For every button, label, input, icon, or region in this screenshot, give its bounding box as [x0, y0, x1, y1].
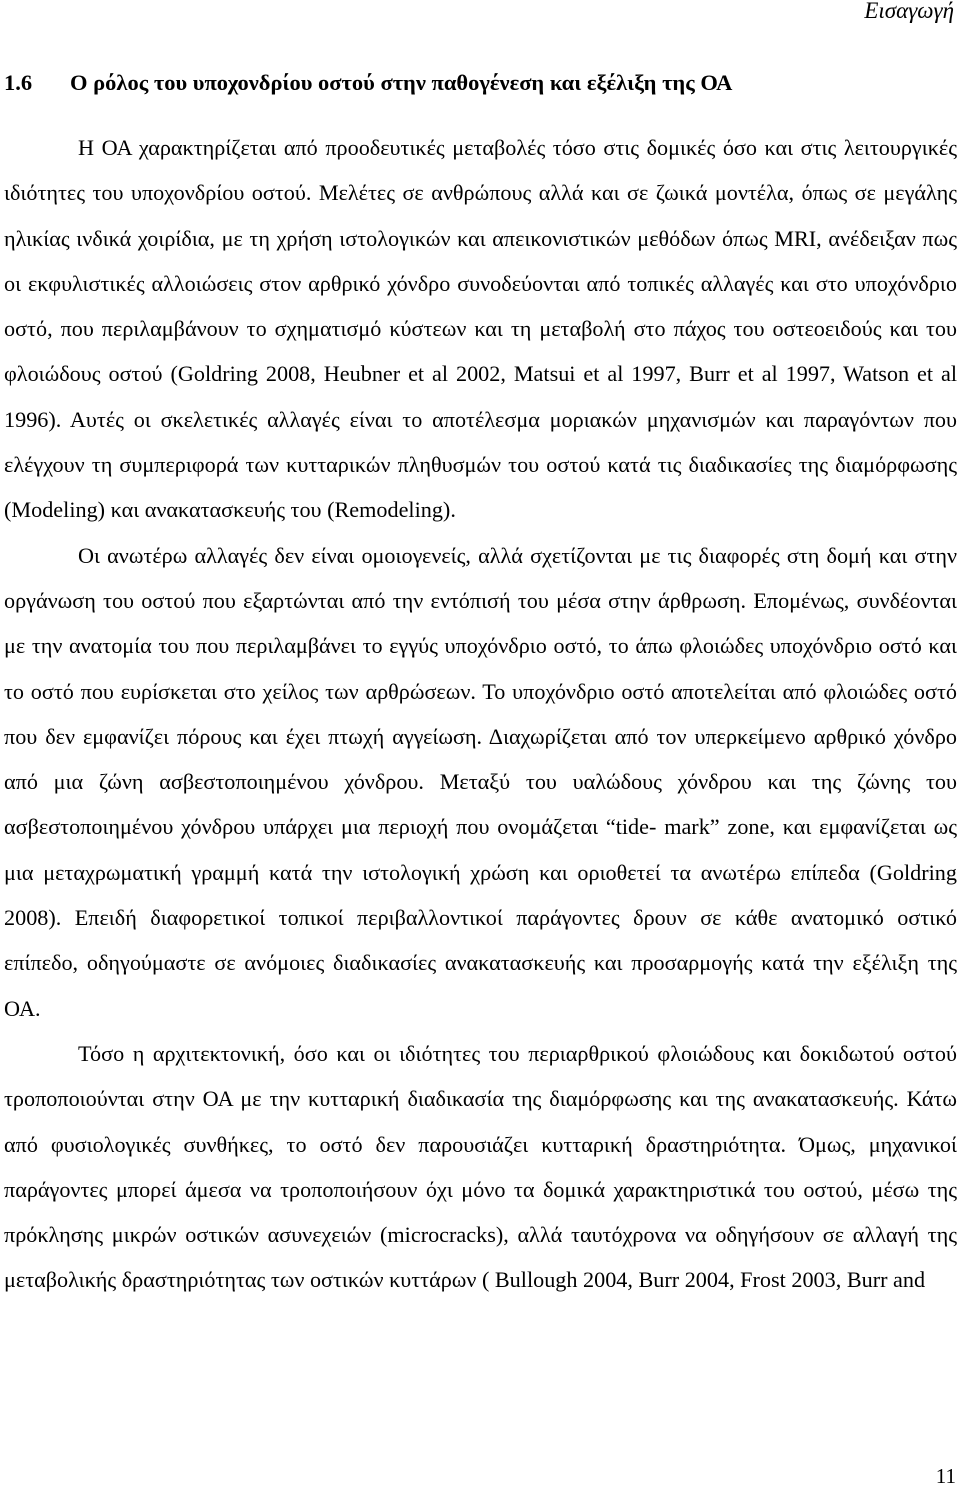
- running-header-chapter: Εισαγωγή: [864, 0, 954, 23]
- section-number: 1.6: [4, 70, 33, 95]
- paragraph: Τόσο η αρχιτεκτονική, όσο και οι ιδιότητες του περιαρθρικού φλοιώδους και δοκιδωτού οστού τροποποιούνται στην ΟΑ με την κυτταρική διαδικασία της διαμόρφωσης και της ανακατασκευής. Κάτω από φυσιολογικές συνθήκες, το οστό δεν παρουσιάζει κυτταρική δραστηριότητα. Όμως, μηχανικοί παράγοντες μπορεί άμεσα να τροποποιήσουν όχι μόνο τα δομικά χαρακτηριστικά του οστού, μέσω της πρόκλησης μικρών οστικών ασυνεχειών (microcracks), αλλά ταυτόχρονα να οδηγήσουν σε αλλαγή της μεταβολικής δραστηριότητας των οστικών κυττάρων ( Bullough 2004, Burr 2004, Frost 2003, Burr and: [4, 1040, 957, 1293]
- page-number: 11: [935, 1464, 956, 1488]
- paragraph: Η ΟΑ χαρακτηρίζεται από προοδευτικές μεταβολές τόσο στις δομικές όσο και στις λειτουργικές ιδιότητες του υποχονδρίου οστού. Μελέτες σε ανθρώπους αλλά και σε ζωικά μοντέλα, όπως σε μεγάλης ηλικίας ινδικά χοιρίδια, με τη χρήση ιστολογικών και απεικονιστικών μεθόδων όπως MRI, ανέδειξαν πως οι εκφυλιστικές αλλοιώσεις στον αρθρικό χόνδρο συνοδεύονται από τοπικές αλλαγές και στο υποχόνδριο οστό, που περιλαμβάνουν το σχηματισμό κύστεων και τη μεταβολή στο πάχος του οστεοειδούς και του φλοιώδους οστού (Goldring 2008, Heubner et al 2002, Matsui et al 1997, Burr et al 1997, Watson et al 1996). Αυτές οι σκελετικές αλλαγές είναι το αποτέλεσμα μοριακών μηχανισμών και παραγόντων που ελέγχουν τη συμπεριφορά των κυτταρικών πληθυσμών του οστού κατά τις διαδικασίες της διαμόρφωσης (Modeling) και ανακατασκευής του (Remodeling).: [4, 135, 957, 523]
- paragraph: Οι ανωτέρω αλλαγές δεν είναι ομοιογενείς, αλλά σχετίζονται με τις διαφορές στη δομή και στην οργάνωση του οστού που εξαρτώνται από την εντόπισή του μέσα στην άρθρωση. Επομένως, συνδέονται με την ανατομία του που περιλαμβάνει το εγγύς υποχόνδριο οστό, το άπω φλοιώδες υποχόνδριο οστό και το οστό που ευρίσκεται στο χείλος των αρθρώσεων. Το υποχόνδριο οστό αποτελείται από φλοιώδες οστό που δεν εμφανίζει πόρους και έχει πτωχή αγγείωση. Διαχωρίζεται από τον υπερκείμενο αρθρικό χόνδρο από μια ζώνη ασβεστοποιημένου χόνδρου. Μεταξύ του υαλώδους χόνδρου και της ζώνης του ασβεστοποιημένου χόνδρου υπάρχει μια περιοχή που ονομάζεται “tide- mark” zone, και εμφανίζεται ως μια μεταχρωματική γραμμή κατά την ιστολογική χρώση και οριοθετεί τα ανωτέρω επίπεδα (Goldring 2008). Επειδή διαφορετικοί τοπικοί περιβαλλοντικοί παράγοντες δρουν σε κάθε ανατομικό οστικό επίπεδο, οδηγούμαστε σε ανόμοιες διαδικασίες ανακατασκευής και προσαρμογής κατά την εξέλιξη της ΟΑ.: [4, 542, 957, 1021]
- section-title: Ο ρόλος του υποχονδρίου οστού στην παθογένεση και εξέλιξη της ΟΑ: [70, 70, 733, 95]
- section-heading: [4, 68, 732, 98]
- body-text: [4, 125, 957, 1303]
